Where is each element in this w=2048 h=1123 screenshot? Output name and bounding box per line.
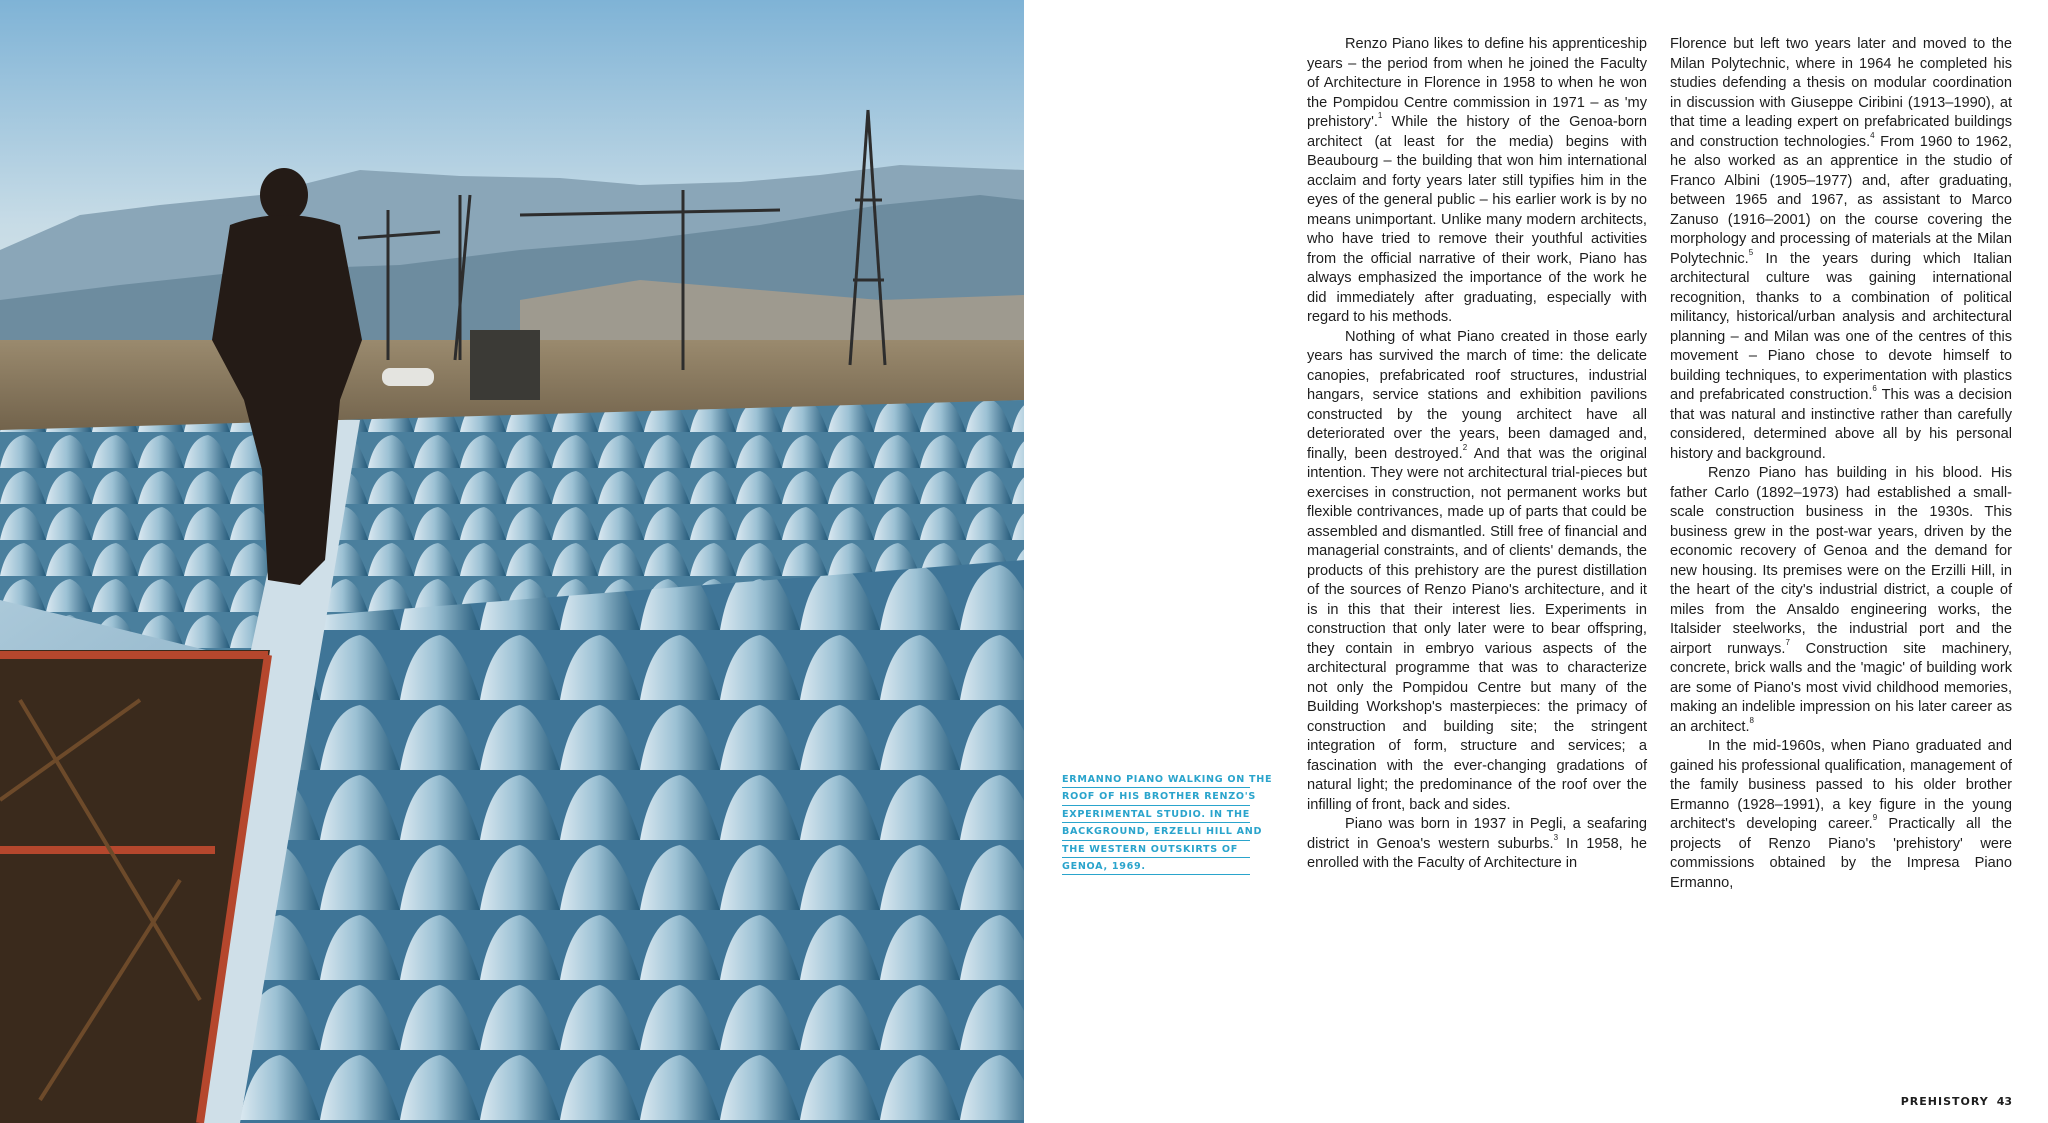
text-run: Practically all the projects of Renzo Piano's 'prehistory' were commissions obtained by the Impresa Piano Ermanno, xyxy=(1670,816,2012,891)
footnote-ref: 9 xyxy=(1872,813,1878,822)
caption-line: ROOF OF HIS BROTHER RENZO'S xyxy=(1062,788,1250,805)
text-run: In the mid-1960s, when Piano graduated and gained his professional qualification, management of the family business passed to his older brother Ermanno (1928–1991), a key figure in the young architect's developing career. xyxy=(1670,738,2012,832)
page-number: 43 xyxy=(1996,1095,2012,1108)
body-text-column-1 xyxy=(1307,35,1647,874)
paragraph xyxy=(1670,737,2012,893)
photo-caption xyxy=(1062,771,1273,875)
paragraph xyxy=(1670,35,2012,464)
text-run: Construction site machinery, concrete, brick walls and the 'magic' of building work are some of Piano's most vivid childhood memories, making an indelible impression on his later career as an architect. xyxy=(1670,640,2012,735)
text-run: In the years during which Italian architectural culture was gaining international recognition, thanks to a combination of political militancy, historical/urban analysis and architectural planning – and Milan was one of the centres of this movement – Piano chose to devote himself to building techniques, to experimentation with plastics and prefabricated construction. xyxy=(1670,250,2012,403)
text-run: Florence but left two years later and moved to the Milan Polytechnic, where in 1964 he completed his studies defending a thesis on modular coordination in discussion with Giuseppe Ciribini (1913–1990), at that time a leading expert on prefabricated buildings and construction technologies. xyxy=(1670,36,2012,150)
footnote-ref: 8 xyxy=(1749,715,1754,725)
text-run: And that was the original intention. They were not architectural trial-pieces but exercises in construction, not permanent works but flexible contrivances, made up of parts that could be assembled and dismantled. Still free of financial and managerial constraints, and of clients' demands, the products of this prehistory are the purest distillation of the sources of Renzo Piano's architecture, and it is in this that their interest lies. Experiments in construction that only later were to bear offspring, they contain in embryo various aspects of the architectural programme that was to characterize not only the Pompidou Centre but many of the Building Workshop's masterpieces: the primacy of construction and building site; the stringent integration of form, structure and services; a fascination with the ever-changing gradations of natural light; the predominance of the roof over the infilling of front, back and sides. xyxy=(1307,445,1647,813)
paragraph xyxy=(1307,328,1647,816)
body-text-column-2 xyxy=(1670,35,2012,893)
text-run: In 1958, he enrolled with the Faculty of Architecture in xyxy=(1307,835,1647,871)
footnote-ref: 5 xyxy=(1748,247,1754,257)
text-run: Nothing of what Piano created in those early years has survived the march of time: the delicate canopies, prefabricated roof structures, industrial hangars, service stations and exhibition pavilions constructed by the young architect have all deteriorated over the years, been damaged and, finally, been destroyed. xyxy=(1307,328,1647,462)
text-run: This was a decision that was natural and instinctive rather than carefully considered, determined above all by his personal history and background. xyxy=(1670,387,2012,462)
caption-line: BACKGROUND, ERZELLI HILL AND xyxy=(1062,823,1250,840)
section-title: PREHISTORY xyxy=(1900,1095,1989,1108)
text-run: While the history of the Genoa-born architect (at least for the media) begins with Beaubourg – the building that won him international acclaim and forty years later still typifies him in the eyes of the general public – his earlier work is by no means unimportant. Unlike many modern architects, who have tried to remove their youthful activities from the official narrative of their work, Piano has always emphasized the importance of the work he did immediately after graduating, especially with regard to his methods. xyxy=(1307,114,1647,325)
text-run: Renzo Piano has building in his blood. His father Carlo (1892–1973) had established a small-scale construction business in the 1930s. This business grew in the post-war years, driven by the economic recovery of Genoa and the demand for new housing. Its premises were on the Erzilli Hill, in the heart of the city's industrial district, a couple of miles from the Ansaldo engineering works, the Italsider steelworks, the industrial port and the airport runways. xyxy=(1670,465,2012,657)
footnote-ref: 1 xyxy=(1377,111,1383,120)
paragraph xyxy=(1670,464,2012,737)
footnote-ref: 2 xyxy=(1462,442,1468,452)
caption-line: ERMANNO PIANO WALKING ON THE xyxy=(1062,771,1250,788)
footnote-ref: 7 xyxy=(1785,637,1790,647)
paragraph xyxy=(1307,815,1647,874)
text-run: Piano was born in 1937 in Pegli, a seafaring district in Genoa's western suburbs. xyxy=(1307,816,1647,852)
caption-line: GENOA, 1969. xyxy=(1062,858,1250,875)
paragraph xyxy=(1307,35,1647,328)
running-footer xyxy=(1901,1095,2012,1108)
caption-line: THE WESTERN OUTSKIRTS OF xyxy=(1062,841,1250,858)
footnote-ref: 3 xyxy=(1553,832,1559,842)
footnote-ref: 4 xyxy=(1870,130,1875,140)
footnote-ref: 6 xyxy=(1872,384,1877,393)
text-run: From 1960 to 1962, he also worked as an apprentice in the studio of Franco Albini (1905–1977) and, after graduating, between 1965 and 1967, as assistant to Marco Zanuso (1916–2001) on the course covering the morphology and processing of materials at the Milan Polytechnic. xyxy=(1670,133,2012,267)
text-run: Renzo Piano likes to define his apprenticeship years – the period from when he joined the Faculty of Architecture in Florence in 1958 to when he won the Pompidou Centre commission in 1971 – as 'my prehistory'. xyxy=(1307,36,1647,130)
caption-line: EXPERIMENTAL STUDIO. IN THE xyxy=(1062,806,1250,823)
